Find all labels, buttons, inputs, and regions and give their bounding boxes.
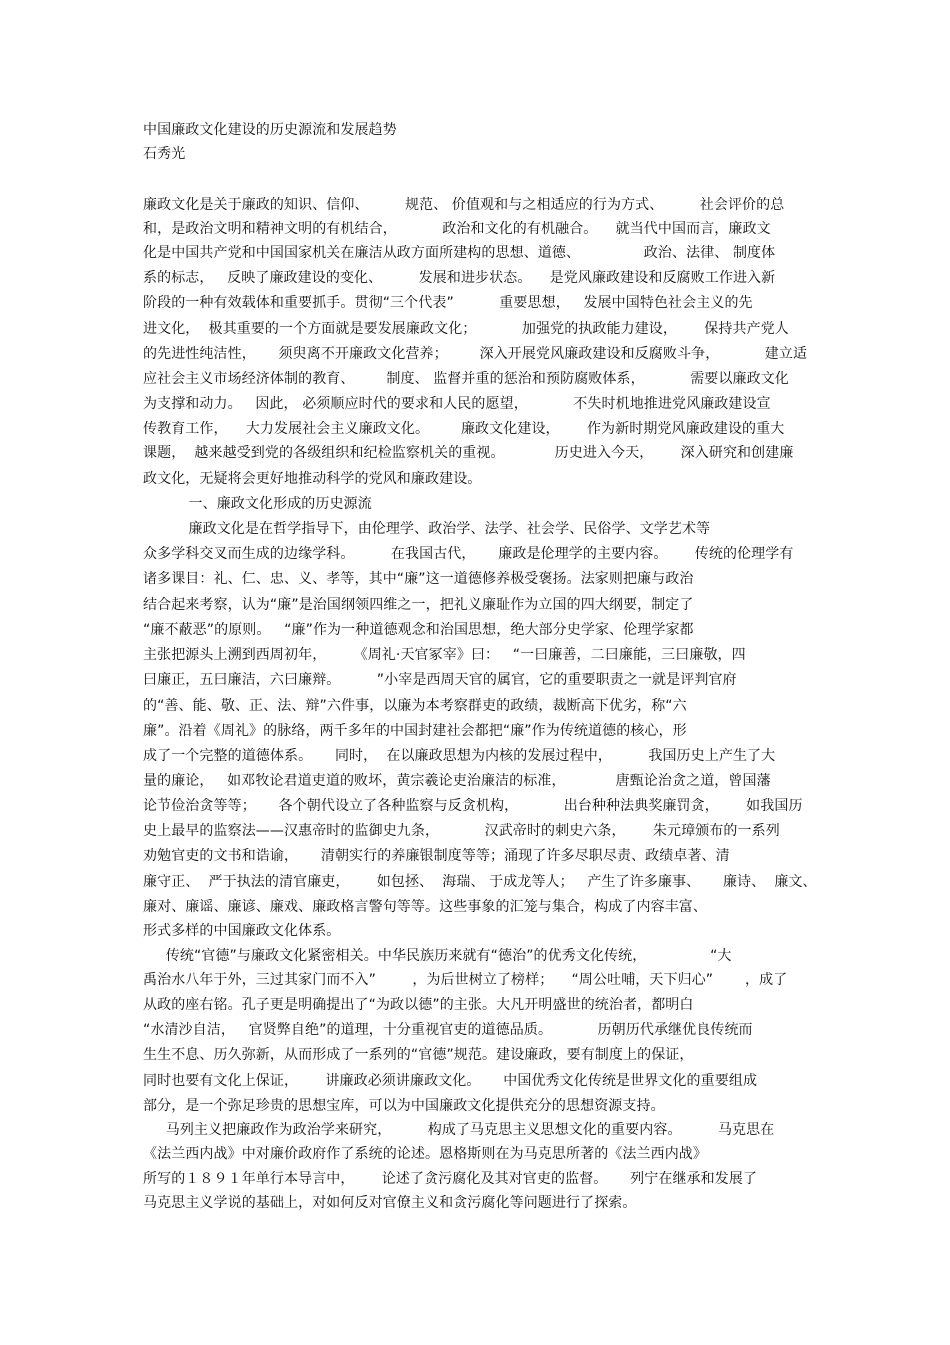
body-line: 禹治水八年于外，三过其家门而不入” ，为后世树立了榜样； “周公吐哺，天下归心” ，成了 <box>143 972 788 988</box>
body-line: 廉”。沿着《周礼》的脉络，两千多年的中国封建社会都把“廉”作为传统道德的核心，形 <box>143 723 687 739</box>
body-line: 史上最早的监察法——汉惠帝时的监御史九条， 汉武帝时的刺史六条， 朱元璋颁布的一系列 <box>143 823 780 839</box>
body-line: 所写的１８９１年单行本导言中， 论述了贪污腐化及其对官吏的监督。 列宁在继承和发展了 <box>143 1171 758 1187</box>
body-line: 课题， 越来越受到党的各级组织和纪检监察机关的重视。 历史进入今天， 深入研究和创建廉 <box>143 445 794 461</box>
document-title: 中国廉政文化建设的历史源流和发展趋势 <box>143 122 397 138</box>
body-line: 阶段的一种有效载体和重要抓手。贯彻“三个代表” 重要思想， 发展中国特色社会主义的先 <box>143 295 753 311</box>
body-line: 政文化，无疑将会更好地推动科学的党风和廉政建设。 <box>143 471 482 487</box>
body-line: 应社会主义市场经济体制的教育、 制度、 监督并重的惩治和预防腐败体系， 需要以廉政文化 <box>143 371 789 387</box>
body-line: 马克思主义学说的基础上，对如何反对官僚主义和贪污腐化等问题进行了探索。 <box>143 1195 637 1211</box>
body-line: 生生不息、历久弥新，从而形成了一系列的“官德”规范。建设廉政，要有制度上的保证， <box>143 1047 694 1063</box>
body-line: “水清沙自洁， 官贤弊自绝”的道理，十分重视官吏的道德品质。 历朝历代承继优良传统而 <box>143 1022 753 1038</box>
body-line: 诸多课目：礼、仁、忠、义、孝等，其中“廉”这一道德修养极受褒扬。法家则把廉与政治 <box>143 571 694 587</box>
body-line: 一、廉政文化形成的历史源流 <box>143 496 372 512</box>
body-line: 传统“官德”与廉政文化紧密相关。中华民族历来就有“德治”的优秀文化传统， “大 <box>143 948 732 964</box>
body-line: 和，是政治文明和精神文明的有机结合， 政治和文化的有机融合。 就当代中国而言，廉政文 <box>143 221 771 237</box>
body-line: 廉政文化是关于廉政的知识、信仰、 规范、 价值观和与之相适应的行为方式、 社会评价的总 <box>143 197 785 213</box>
body-line: 的先进性纯洁性， 须臾离不开廉政文化营养； 深入开展党风廉政建设和反腐败斗争， 建立适 <box>143 346 808 362</box>
body-line: 从政的座右铭。孔子更是明确提出了“为政以德”的主张。大凡开明盛世的统治者，都明白 <box>143 997 694 1013</box>
body-line: 论节俭治贪等等； 各个朝代设立了各种监察与反贪机构， 出台种种法典奖廉罚贪， 如我国历 <box>143 798 803 814</box>
body-line: 《法兰西内战》中对廉价政府作了系统的论述。恩格斯则在为马克思所著的《法兰西内战》 <box>143 1146 707 1162</box>
body-line: 众多学科交叉而生成的边缘学科。 在我国古代， 廉政是伦理学的主要内容。 传统的伦理学有 <box>143 546 794 562</box>
body-line: 廉政文化是在哲学指导下，由伦理学、政治学、法学、社会学、民俗学、文学艺术等 <box>143 521 711 537</box>
body-line: 的“善、能、敬、正、法、辩”六件事，以廉为本考察群吏的政绩，裁断高下优劣，称“六 <box>143 698 687 714</box>
body-line: 形式多样的中国廉政文化体系。 <box>143 923 341 939</box>
body-line: 曰廉正，五曰廉洁，六曰廉辩。 ”小宰是西周天官的属官，它的重要职责之一就是评判官府 <box>143 672 737 688</box>
body-line: 化是中国共产党和中国国家机关在廉洁从政方面所建构的思想、道德、 政治、法律、 制度体 <box>143 245 776 261</box>
body-line: 传教育工作， 大力发展社会主义廉政文化。 廉政文化建设， 作为新时期党风廉政建设的重大 <box>143 421 785 437</box>
body-line: 部分，是一个弥足珍贵的思想宝库，可以为中国廉政文化提供充分的思想资源支持。 <box>143 1098 665 1114</box>
body-line: 量的廉论， 如邓牧论君道吏道的败坏，黄宗羲论吏治廉洁的标准， 唐甄论治贪之道，曾国藩 <box>143 773 771 789</box>
body-line: 廉守正、 严于执法的清官廉吏， 如包拯、 海瑞、 于成龙等人； 产生了许多廉事、 廉诗、 廉文、 <box>143 874 817 890</box>
body-line: 系的标志， 反映了廉政建设的变化、 发展和进步状态。 是党风廉政建设和反腐败工作进入新 <box>143 270 776 286</box>
body-line: 马列主义把廉政作为政治学来研究， 构成了马克思主义思想文化的重要内容。 马克思在 <box>143 1122 775 1138</box>
body-line: 进文化， 极其重要的一个方面就是要发展廉政文化； 加强党的执政能力建设， 保持共产党人 <box>143 321 789 337</box>
body-line: 劝勉官吏的文书和诰谕， 清朝实行的养廉银制度等等；涌现了许多尽职尽责、政绩卓著、清 <box>143 848 730 864</box>
body-line: 结合起来考察，认为“廉”是治国纲领四维之一，把礼义廉耻作为立国的四大纲要，制定了 <box>143 597 694 613</box>
body-line: 同时也要有文化上保证， 讲廉政必须讲廉政文化。 中国优秀文化传统是世界文化的重要组成 <box>143 1073 758 1089</box>
body-line: 为支撑和动力。 因此， 必须顺应时代的要求和人民的愿望， 不失时机地推进党风廉政建设宣 <box>143 396 771 412</box>
body-line: 成了一个完整的道德体系。 同时， 在以廉政思想为内核的发展过程中， 我国历史上产生了大 <box>143 748 776 764</box>
body-line: “廉不蔽恶”的原则。 “廉”作为一种道德观念和治国思想，绝大部分史学家、伦理学家都 <box>143 622 694 638</box>
body-line: 主张把源头上溯到西周初年， 《周礼·天官冢宰》曰： “一曰廉善，二曰廉能，三曰廉敬，四 <box>143 647 746 663</box>
document-author: 石秀光 <box>143 146 186 162</box>
body-line: 廉对、廉谣、廉谚、廉戏、廉政格言警句等等。这些事象的汇笼与集合，构成了内容丰富、 <box>143 899 707 915</box>
